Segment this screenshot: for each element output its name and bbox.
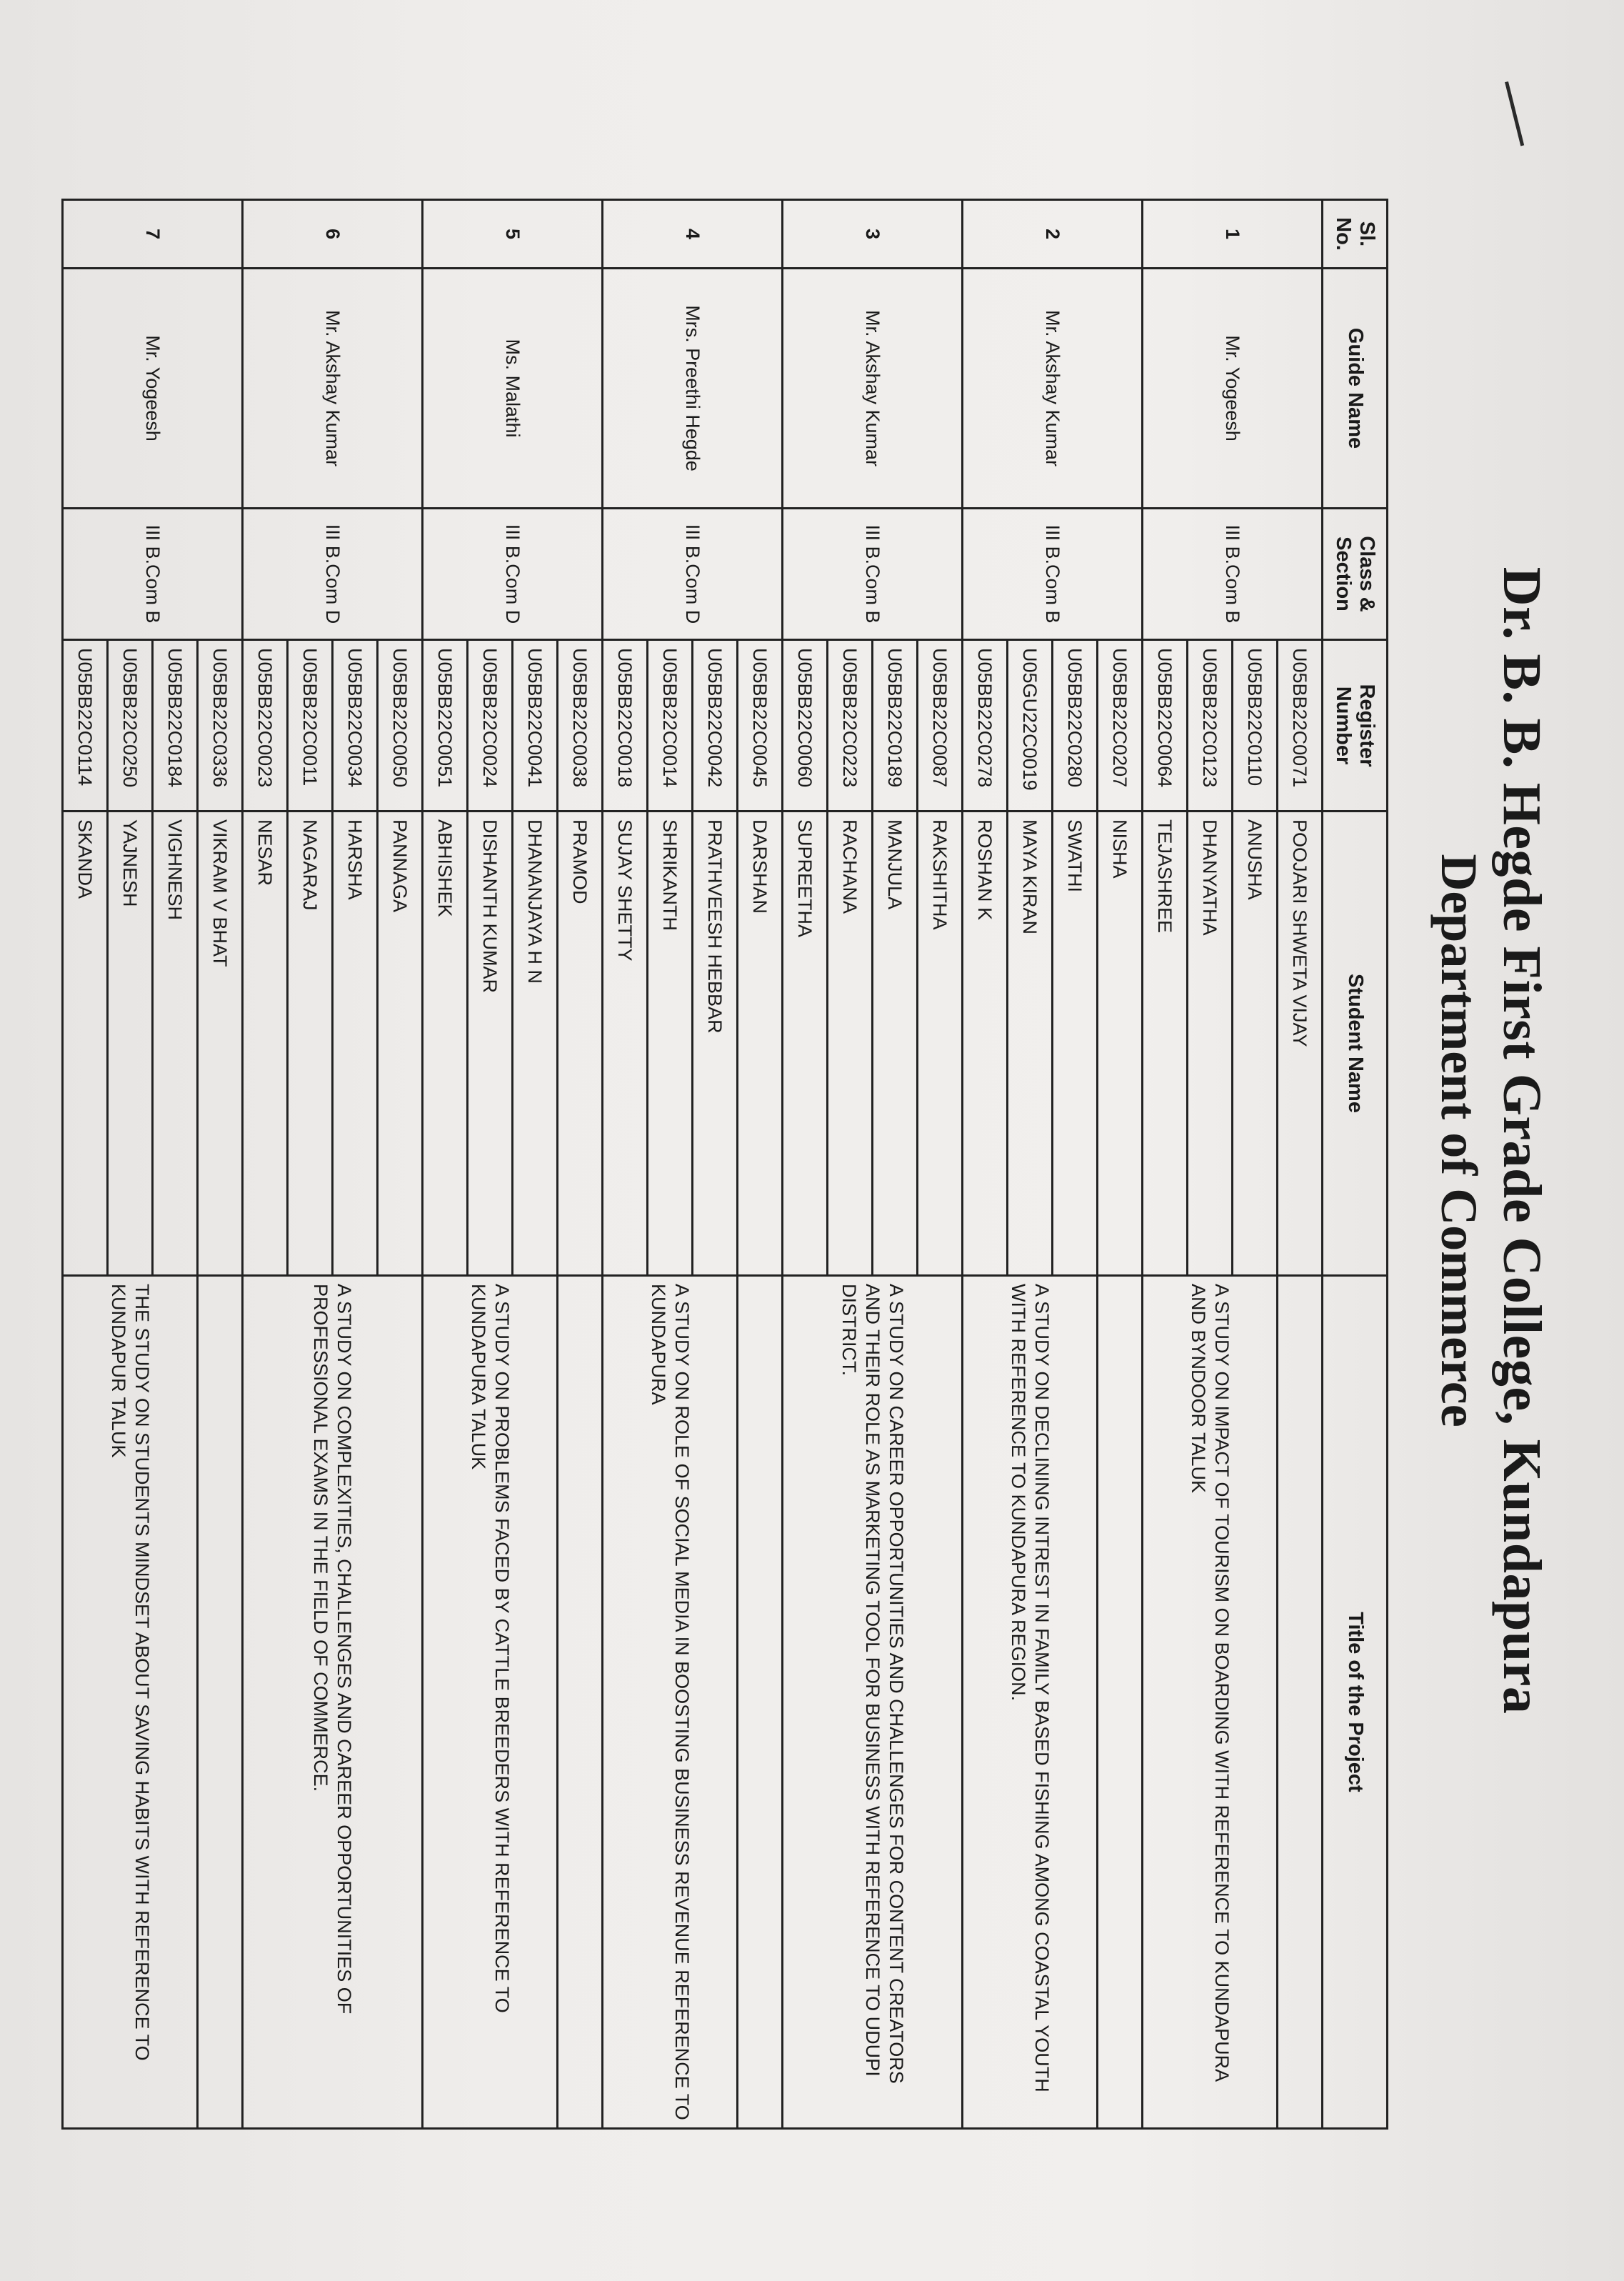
register-number: U05BB22C0041 bbox=[513, 640, 558, 812]
register-number: U05BB22C0011 bbox=[288, 640, 333, 812]
register-number: U05BB22C0045 bbox=[738, 640, 783, 812]
student-name: POOJARI SHWETA VIJAY bbox=[1278, 812, 1323, 1276]
sl-number: 6 bbox=[243, 200, 423, 269]
class-section: III B.Com B bbox=[963, 509, 1143, 640]
register-number: U05BB22C0023 bbox=[243, 640, 288, 812]
student-name: DISHANTH KUMAR bbox=[468, 812, 513, 1276]
register-number: U05BB22C0014 bbox=[648, 640, 693, 812]
project-title: A STUDY ON CAREER OPPORTUNITIES AND CHALLENGES FOR CONTENT CREATORS AND THEIR ROLE AS MARKETING TOOL FOR BUSINESS WITH REFERENCE TO UDUPI DISTRICT. bbox=[783, 1276, 963, 2129]
student-name: PRATHVEESH HEBBAR bbox=[693, 812, 738, 1276]
class-section: III B.Com D bbox=[243, 509, 423, 640]
guide-name: Ms. Malathi bbox=[423, 269, 603, 509]
register-number: U05BB22C0087 bbox=[918, 640, 963, 812]
register-number: U05BB22C0278 bbox=[963, 640, 1008, 812]
register-number: U05BB22C0280 bbox=[1053, 640, 1098, 812]
project-title: A STUDY ON ROLE OF SOCIAL MEDIA IN BOOSTING BUSINESS REVENUE REFERENCE TO KUNDAPURA bbox=[603, 1276, 738, 2129]
register-number: U05BB22C0207 bbox=[1098, 640, 1143, 812]
table-row bbox=[198, 200, 243, 2129]
student-name: DHANANJAYA H N bbox=[513, 812, 558, 1276]
register-number: U05BB22C0184 bbox=[153, 640, 198, 812]
student-name: NAGARAJ bbox=[288, 812, 333, 1276]
guide-name: Mr. Yogeesh bbox=[63, 269, 243, 509]
project-table bbox=[61, 199, 1388, 2130]
class-section: III B.Com B bbox=[1143, 509, 1323, 640]
sl-number: 1 bbox=[1143, 200, 1323, 269]
register-number: U05BB22C0060 bbox=[783, 640, 828, 812]
empty-cell bbox=[738, 1276, 783, 2129]
college-title: Dr. B. B. Hegde First Grade College, Kundapura bbox=[1492, 566, 1552, 1715]
student-name: RACHANA bbox=[828, 812, 873, 1276]
sl-number: 2 bbox=[963, 200, 1143, 269]
register-number: U05BB22C0223 bbox=[828, 640, 873, 812]
student-name: MAYA KIRAN bbox=[1008, 812, 1053, 1276]
project-title: A STUDY ON DECLINING INTREST IN FAMILY BASED FISHING AMONG COASTAL YOUTH WITH REFERENCE TO KUNDAPURA REGION. bbox=[963, 1276, 1098, 2129]
sl-number: 7 bbox=[63, 200, 243, 269]
guide-name: Mrs. Preethi Hegde bbox=[603, 269, 783, 509]
student-name: ANUSHA bbox=[1233, 812, 1278, 1276]
register-number: U05GU22C0019 bbox=[1008, 640, 1053, 812]
register-number: U05BB22C0250 bbox=[108, 640, 153, 812]
student-name: SUPREETHA bbox=[783, 812, 828, 1276]
project-title: A STUDY ON IMPACT OF TOURISM ON BOARDING WITH REFERENCE TO KUNDAPURA AND BYNDOOR TALUK bbox=[1143, 1276, 1278, 2129]
guide-name: Mr. Akshay Kumar bbox=[963, 269, 1143, 509]
sl-number: 4 bbox=[603, 200, 783, 269]
department-title: Department of Commerce bbox=[1430, 854, 1488, 1427]
table-row bbox=[918, 200, 963, 2129]
register-number: U05BB22C0189 bbox=[873, 640, 918, 812]
empty-cell bbox=[558, 1276, 603, 2129]
project-title: THE STUDY ON STUDENTS MINDSET ABOUT SAVING HABITS WITH REFERENCE TO KUNDAPUR TALUK bbox=[63, 1276, 198, 2129]
empty-cell bbox=[1278, 1276, 1323, 2129]
student-name: VIGHNESH bbox=[153, 812, 198, 1276]
table-row bbox=[558, 200, 603, 2129]
register-number: U05BB22C0024 bbox=[468, 640, 513, 812]
col-header-class: Class & Section bbox=[1323, 509, 1388, 640]
col-header-register: Register Number bbox=[1323, 640, 1388, 812]
table-row bbox=[738, 200, 783, 2129]
guide-name: Mr. Akshay Kumar bbox=[243, 269, 423, 509]
register-number: U05BB22C0114 bbox=[63, 640, 108, 812]
register-number: U05BB22C0071 bbox=[1278, 640, 1323, 812]
class-section: III B.Com B bbox=[783, 509, 963, 640]
student-name: VIKRAM V BHAT bbox=[198, 812, 243, 1276]
project-title: A STUDY ON PROBLEMS FACED BY CATTLE BREEDERS WITH REFERENCE TO KUNDAPURA TALUK bbox=[423, 1276, 558, 2129]
student-name: PANNAGA bbox=[378, 812, 423, 1276]
register-number: U05BB22C0038 bbox=[558, 640, 603, 812]
student-name: MANJULA bbox=[873, 812, 918, 1276]
register-number: U05BB22C0123 bbox=[1188, 640, 1233, 812]
student-name: SKANDA bbox=[63, 812, 108, 1276]
class-section: III B.Com D bbox=[603, 509, 783, 640]
student-name: SUJAY SHETTY bbox=[603, 812, 648, 1276]
table-row bbox=[1278, 200, 1323, 2129]
student-name: DARSHAN bbox=[738, 812, 783, 1276]
student-name: HARSHA bbox=[333, 812, 378, 1276]
register-number: U05BB22C0034 bbox=[333, 640, 378, 812]
student-name: PRAMOD bbox=[558, 812, 603, 1276]
register-number: U05BB22C0051 bbox=[423, 640, 468, 812]
student-name: DHANYATHA bbox=[1188, 812, 1233, 1276]
student-name: TEJASHREE bbox=[1143, 812, 1188, 1276]
student-name: ROSHAN K bbox=[963, 812, 1008, 1276]
register-number: U05BB22C0064 bbox=[1143, 640, 1188, 812]
sl-number: 3 bbox=[783, 200, 963, 269]
register-number: U05BB22C0018 bbox=[603, 640, 648, 812]
register-number: U05BB22C0042 bbox=[693, 640, 738, 812]
register-number: U05BB22C0050 bbox=[378, 640, 423, 812]
empty-cell bbox=[1098, 1276, 1143, 2129]
student-name: RAKSHITHA bbox=[918, 812, 963, 1276]
col-header-sl: Sl. No. bbox=[1323, 200, 1388, 269]
student-name: YAJNESH bbox=[108, 812, 153, 1276]
guide-name: Mr. Akshay Kumar bbox=[783, 269, 963, 509]
guide-name: Mr. Yogeesh bbox=[1143, 269, 1323, 509]
register-number: U05BB22C0110 bbox=[1233, 640, 1278, 812]
project-title: A STUDY ON COMPLEXITIES, CHALLENGES AND CAREER OPPORTUNITIES OF PROFESSIONAL EXAMS IN THE FIELD OF COMMERCE. bbox=[243, 1276, 423, 2129]
class-section: III B.Com D bbox=[423, 509, 603, 640]
col-header-title: Title of the Project bbox=[1323, 1276, 1388, 2129]
student-name: NISHA bbox=[1098, 812, 1143, 1276]
student-name: NESAR bbox=[243, 812, 288, 1276]
col-header-guide: Guide Name bbox=[1323, 269, 1388, 509]
register-number: U05BB22C0336 bbox=[198, 640, 243, 812]
col-header-student: Student Name bbox=[1323, 812, 1388, 1276]
class-section: III B.Com B bbox=[63, 509, 243, 640]
empty-cell bbox=[198, 1276, 243, 2129]
table-header-row bbox=[1323, 200, 1388, 2129]
table-row bbox=[1098, 200, 1143, 2129]
sl-number: 5 bbox=[423, 200, 603, 269]
student-name: SWATHI bbox=[1053, 812, 1098, 1276]
student-name: ABHISHEK bbox=[423, 812, 468, 1276]
student-name: SHRIKANTH bbox=[648, 812, 693, 1276]
table-row bbox=[378, 200, 423, 2129]
